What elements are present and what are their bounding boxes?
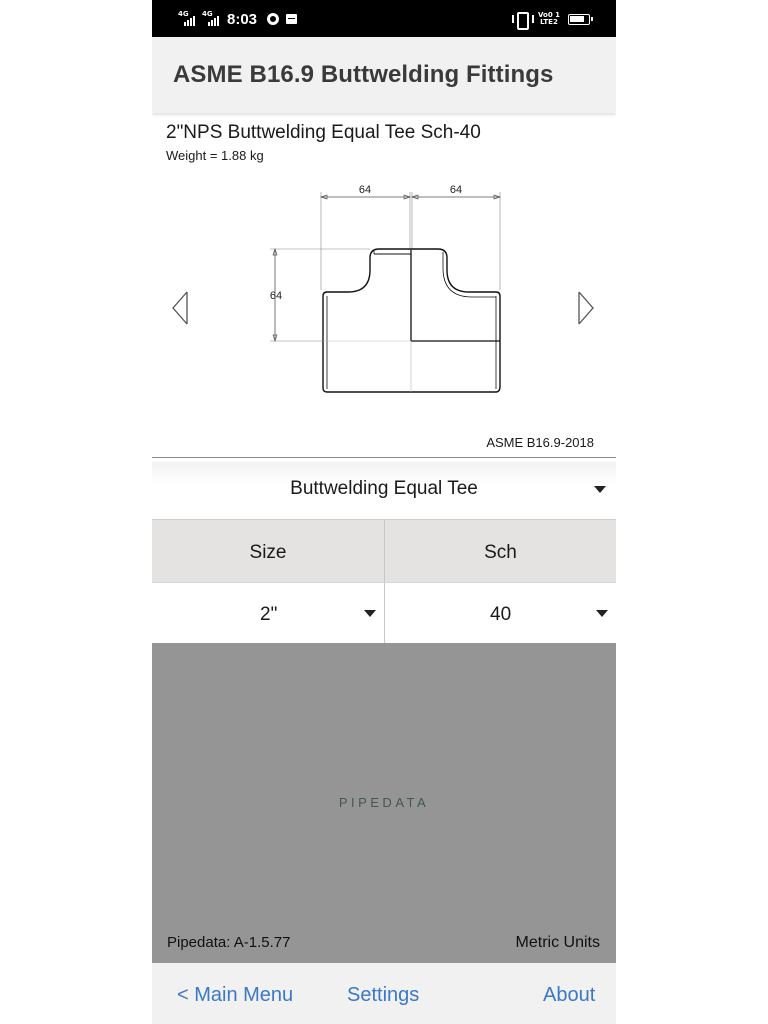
header-cell-sch [385,520,616,582]
chevron-down-icon [364,610,376,617]
fitting-type-value: Buttwelding Equal Tee [290,478,478,499]
table-row [152,582,616,643]
phone-screen [152,0,616,1024]
version-label: Pipedata: A-1.5.77 [167,934,291,951]
status-right [512,10,590,28]
dim-top-left: 64 [358,184,372,196]
fitting-title: 2"NPS Buttwelding Equal Tee Sch-40 [166,122,481,143]
divider [152,457,616,458]
lte-label: LTE2 [540,18,558,26]
dim-top-right: 64 [449,184,463,196]
fitting-weight: Weight = 1.88 kg [166,148,264,163]
battery-icon [568,14,590,25]
volte-indicator [538,12,560,26]
notification-icon [286,14,297,24]
status-left [178,9,297,29]
table-header [152,519,616,582]
network-type-label: 4G [178,10,189,18]
bottom-nav [152,963,616,1024]
size-header: Size [249,542,287,563]
chevron-down-icon [596,610,608,617]
clock: 8:03 [227,10,258,28]
vibrate-icon [512,12,530,26]
signal-icon [178,11,198,27]
ad-panel [152,643,616,963]
sch-dropdown[interactable] [385,583,616,643]
volte-label: Vo0 1 [537,11,560,19]
size-dropdown[interactable] [152,583,384,643]
brand-label: PIPEDATA [338,795,430,810]
settings-link[interactable]: Settings [347,984,420,1006]
app-title: ASME B16.9 Buttwelding Fittings [173,61,554,88]
fitting-type-dropdown[interactable] [152,462,616,518]
sch-header: Sch [484,542,517,563]
chevron-down-icon [594,486,606,493]
status-bar [152,0,616,37]
app-bar [152,37,616,113]
main-menu-link[interactable]: < Main Menu [177,984,294,1006]
sync-icon [267,13,279,25]
size-value: 2" [260,604,278,625]
units-label: Metric Units [515,934,600,951]
about-link[interactable]: About [543,984,596,1006]
sch-value: 40 [490,604,512,625]
dim-side: 64 [269,290,283,302]
standard-label: ASME B16.9-2018 [486,435,594,450]
signal-icon [202,11,222,27]
network-type-label: 4G [202,10,213,18]
header-cell-size [152,520,384,582]
tee-diagram [152,170,616,450]
fitting-drawing [152,170,616,450]
